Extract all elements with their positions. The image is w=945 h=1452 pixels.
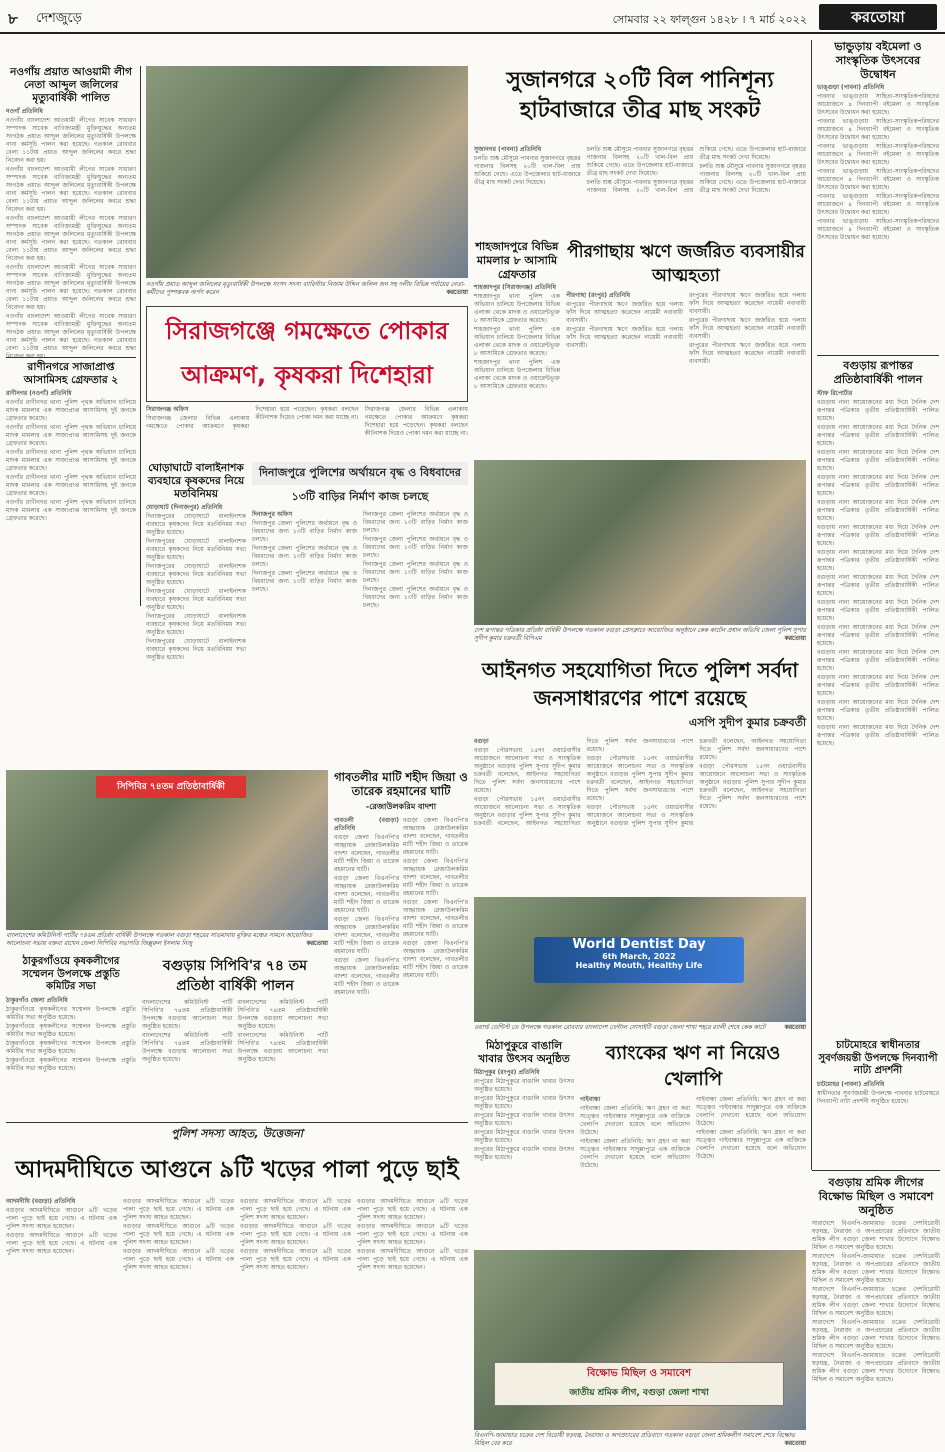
headline: আদমদীঘিতে আগুনে ৯টি খড়ের পালা পুড়ে ছাই <box>15 1157 459 1183</box>
photo-sromik-rally <box>474 1250 806 1430</box>
paragraph: রংপুরের পীরগাছায় ঋণে জর্জরিত হয়ে গলায় ফাঁস দিয়ে আত্মহত্যা করেছেন নায়েমী নবাবায়ী ব্যবসায়ী। <box>566 326 683 349</box>
photo-caption <box>474 1024 806 1036</box>
caption-text: ওয়ার্ল্ড ডেন্টিস্ট ডে উপলক্ষে গতকাল রোববার বাংলাদেশ ডেন্টাল সোসাইটি বগুড়া জেলা শাখা শহরে র‍্যালী শেষে কেক কাটে <box>474 1024 766 1031</box>
article-police-sp <box>474 656 806 730</box>
paragraph: বগুড়ায় নানা আয়োজনের মধ্য দিয়ে দৈনিক দেশ রূপান্তর পত্রিকার তৃতীয় প্রতিষ্ঠাবার্ষিকী পালিত হয়েছে। <box>817 673 939 697</box>
headline: মিঠাপুকুরে বাঙালি খাবার উৎসব অনুষ্ঠিত <box>478 1040 570 1066</box>
article-mithapukur <box>474 1040 574 1246</box>
article-shahjadpur <box>474 240 560 455</box>
paragraph: রংপুরের মিঠাপুকুরে বাঙালি খাবার উৎসব অনুষ্ঠিত হয়েছে। <box>474 1078 574 1094</box>
photo-banner: সিপিবির ৭৪তম প্রতিষ্ঠাবার্ষিকী <box>96 776 246 798</box>
dateline: দিনাজপুর অফিস <box>252 511 293 518</box>
headline: ব্যাংকের ঋণ না নিয়েও খেলাপি <box>605 1042 781 1090</box>
paragraph: চলতি শুষ্ক মৌসুমে পাবনার সুজানগরে বৃহত্তর গাজনার বিলসহ ২০টি খাল-বিল প্রায় শুকিয়ে গেছে। এতে উপজেলার হাট-বাজারে তীব্র মাছ সংকট দেখা দিয়েছে। <box>474 155 581 186</box>
paragraph: বগুড়ার আদমদীঘিতে আগুনে ৯টি খড়ের পালা পুড়ে ছাই হয়ে গেছে। এ ঘটনায় এক পুলিশ সদস্য আহত হয়েছেন। <box>6 1232 117 1255</box>
paragraph: বগুড়া পৌরসভায় ১৫নং ওয়ার্ডবাসীর আয়োজনে আলোচনা সভা ও সাংস্কৃতিক অনুষ্ঠানে বগুড়ার পুলিশ সুপার সুদীপ কুমার চক্রবর্তী বলেছেন, আইনগত সহযোগিতা দিতে পুলিশ সর্বদা জনসাধারণের পাশে রয়েছে। <box>586 738 806 827</box>
paragraph: বগুড়া জেলা বিএনপি'র আহ্বায়ক রেজাউলকরিম বাদশা বলেছেন, গাবতলীর মাটি শহীদ জিয়া ও তারেক রহমানের ঘাটি। <box>403 857 468 897</box>
paragraph: রংপুরের মিঠাপুকুরে বাঙালি খাবার উৎসব অনুষ্ঠিত হয়েছে। <box>474 1129 574 1145</box>
banner-title: World Dentist Day <box>572 937 706 952</box>
paragraph: দিনাজপুরের ঘোড়াঘাটে বালাইনাশক ব্যবহারে কৃষকদের নিয়ে মতবিনিময় সভা অনুষ্ঠিত হয়েছে। <box>146 563 246 587</box>
column-rule <box>140 66 141 606</box>
article-body <box>146 406 468 458</box>
paragraph: দিনাজপুর জেলা পুলিশের অর্থায়নে বৃদ্ধ ও বিধবাদের জন্য ১৩টি বাড়ির নির্মাণ কাজ চলছে। <box>363 586 468 609</box>
dateline: বগুড়া <box>474 738 489 745</box>
article-body <box>474 146 806 238</box>
article-body <box>817 1081 939 1106</box>
paragraph: নওগাঁয় বাংলাদেশ আওয়ামী লীগের সাবেক সাধারণ সম্পাদক সাবেক বাণিজ্যমন্ত্রী মুক্তিযুদ্ধের অন্যতম সংগঠক প্রয়াত আব্দুল জলিলের মৃত্যুবার্ষিকী উপলক্ষে নানা কর্মসূচি পালন করা হয়েছে। গতকাল রোববার বেলা ১১টায় প্রয়াত আব্দুল জলিলের কবরে শ্রদ্ধা নিবেদন করা হয়। <box>6 264 136 312</box>
dateline: ভাঙ্গুড়া (পাবনা) প্রতিনিধি <box>817 84 885 92</box>
headline: গাবতলীর মাটি শহীদ জিয়া ও তারেক রহমানের ঘাটি <box>334 770 468 799</box>
article-sromik-league <box>812 1176 940 1446</box>
paragraph: বগুড়ার আদমদীঘিতে আগুনে ৯টি খড়ের পালা পুড়ে ছাই হয়ে গেছে। এ ঘটনায় এক পুলিশ সদস্য আহত হয়েছেন। <box>123 1248 234 1271</box>
paragraph: সিরাজগঞ্জ জেলার বিভিন্ন এলাকায় গমক্ষেতে পোকার আক্রমণে কৃষকরা দিশেহারা হয়ে পড়েছেন। কৃষকরা বলছেন কীটনাশক দিয়েও পোকা দমন করা যাচ্ছে না। <box>146 406 359 430</box>
paragraph: নওগাঁর রাণীনগর থানা পুলিশ পৃথক অভিযান চালিয়ে মাদক মামলার এক সাজাপ্রাপ্ত আসামিসহ দুই জনকে গ্রেফতার করেছে। <box>6 399 136 423</box>
paragraph: সিরাজগঞ্জ জেলার বিভিন্ন এলাকায় গমক্ষেতে পোকার আক্রমণে কৃষকরা দিশেহারা হয়ে পড়েছেন। কৃষকরা বলছেন কীটনাশক দিয়েও পোকা দমন করা যাচ্ছে না। <box>364 406 468 437</box>
headline: চাটমোহরে স্বাধীনতার সুবর্ণজয়ন্তী উপলক্ষে দিনব্যাপী নাট্য প্রদর্শনী <box>818 1040 938 1076</box>
paragraph: বাংলাদেশের কমিউনিস্ট পার্টি সিপিবি'র ৭৪তম প্রতিষ্ঠাবার্ষিকী উপলক্ষে বগুড়ায় আলোচনা সভা অনুষ্ঠিত হয়েছে। <box>142 1032 233 1063</box>
headline: শাহজাদপুরে বিভিন্ন মামলার ৮ আসামি গ্রেফতার <box>475 240 559 281</box>
dateline: নওগাঁ প্রতিনিধি <box>6 108 43 116</box>
paragraph: বগুড়ার আদমদীঘিতে আগুনে ৯টি খড়ের পালা পুড়ে ছাই হয়ে গেছে। এ ঘটনায় এক পুলিশ সদস্য আহত হয়েছেন। <box>123 1198 234 1221</box>
byline: -রেজাউলকরিম বাদশা <box>365 801 437 811</box>
article-body <box>817 84 939 242</box>
headline: আইনগত সহযোগিতা দিতে পুলিশ সর্বদা জনসাধারণের পাশে রয়েছে <box>481 658 799 710</box>
dateline: রাণীনগর (নওগাঁ) প্রতিনিধি <box>6 390 72 398</box>
article-body <box>580 1096 806 1236</box>
paragraph: সারাদেশে বিএনপি-জামায়াত চক্রের দেশবিরোধী ষড়যন্ত্র, নৈরাজ্য ও অপপ্রচারের প্রতিবাদে জাতীয় শ্রমিক লীগ বগুড়া জেলা শাখার উদ্যোগে বিক্ষোভ মিছিল ও সমাবেশ অনুষ্ঠিত হয়েছে। <box>812 1319 940 1351</box>
paragraph: পাবনার ভাঙ্গুড়ায় সাহিত্য-সাংস্কৃতিকপরিষদের আয়োজনে ৪ দিনব্যাপী বইমেলা ও সাংস্কৃতিক উৎসবের উদ্বোধন করা হয়েছে। <box>817 218 939 242</box>
article-ghoraghat <box>146 462 246 762</box>
paragraph: বগুড়ায় নানা আয়োজনের মধ্য দিয়ে দৈনিক দেশ রূপান্তর পত্রিকার তৃতীয় প্রতিষ্ঠাবার্ষিকী পালিত হয়েছে। <box>817 523 939 547</box>
page-number: ৮ <box>8 10 18 28</box>
paragraph: বগুড়া জেলা বিএনপি'র আহ্বায়ক রেজাউলকরিম বাদশা বলেছেন, গাবতলীর মাটি শহীদ জিয়া ও তারেক রহমানের ঘাটি। <box>403 939 468 979</box>
paragraph: বগুড়ায় নানা আয়োজনের মধ্য দিয়ে দৈনিক দেশ রূপান্তর পত্রিকার তৃতীয় প্রতিষ্ঠাবার্ষিকী পালিত হয়েছে। <box>817 398 939 422</box>
paragraph: বগুড়ায় নানা আয়োজনের মধ্য দিয়ে দৈনিক দেশ রূপান্তর পত্রিকার তৃতীয় প্রতিষ্ঠাবার্ষিকী পালিত হয়েছে। <box>817 623 939 647</box>
caption-text: দেশ রূপান্তর পত্রিকার প্রতিষ্ঠা বার্ষিকী উপলক্ষে গতকাল বগুড়া প্রেসক্লাবে আয়োজিত অনুষ্ঠানে কেক কাটেন প্রধান অতিথি জেলা পুলিশ সুপার সুদীপ কুমার চক্রবর্তী বিপিএম <box>474 627 806 642</box>
page-header <box>0 0 945 34</box>
paragraph: দিনাজপুরের ঘোড়াঘাটে বালাইনাশক ব্যবহারে কৃষকদের নিয়ে মতবিনিময় সভা অনুষ্ঠিত হয়েছে। <box>146 588 246 612</box>
paragraph: স্বাধীনতার সুবর্ণজয়ন্তী উপলক্ষে পাবনার চাটমোহরে দিনব্যাপী নাট্য প্রদর্শনী অনুষ্ঠিত হয়েছে। <box>817 1089 939 1105</box>
paragraph: গাইবান্ধা জেলা প্রতিনিধি: ঋণ গ্রহণ না করা সত্ত্বেও গাইবান্ধার সাদুল্লাপুরে এক ব্যক্তিকে খেলাপি দেখানো হয়েছে বলে অভিযোগ উঠেছে। <box>580 1105 690 1136</box>
photo-credit: করতোয়া <box>784 635 806 642</box>
paragraph: শাহজাদপুর থানা পুলিশ এক অভিযান চালিয়ে উপজেলার বিভিন্ন এলাকা থেকে মাদক ও ওয়ারেন্টভূক্ত ৮ আসামিকে গ্রেফতার করেছে। <box>474 359 560 391</box>
photo-caption <box>146 281 468 301</box>
paragraph: গাইবান্ধা জেলা প্রতিনিধি: ঋণ গ্রহণ না করা সত্ত্বেও গাইবান্ধার সাদুল্লাপুরে এক ব্যক্তিকে খেলাপি দেখানো হয়েছে বলে অভিযোগ উঠেছে। <box>696 1096 806 1127</box>
paragraph: দিনাজপুর জেলা পুলিশের অর্থায়নে বৃদ্ধ ও বিধবাদের জন্য ১৩টি বাড়ির নির্মাণ কাজ চলছে। <box>252 545 357 568</box>
caption-text: নওগাঁয় প্রয়াত আব্দুল জলিলের মৃত্যুবার্ষিকী উপলক্ষে সংসদ সদস্য ব্যারিস্টার নিজাম উদ্দিন জলিল জন সহ দলীয় বিভিন্ন পর্যায়ের নেতা-কর্মীদের পুষ্পস্তবক অর্পণ করেন <box>146 281 465 296</box>
paragraph: নওগাঁয় বাংলাদেশ আওয়ামী লীগের সাবেক সাধারণ সম্পাদক সাবেক বাণিজ্যমন্ত্রী মুক্তিযুদ্ধের অন্যতম সংগঠক প্রয়াত আব্দুল জলিলের মৃত্যুবার্ষিকী উপলক্ষে নানা কর্মসূচি পালন করা হয়েছে। গতকাল রোববার বেলা ১১টায় প্রয়াত আব্দুল জলিলের কবরে শ্রদ্ধা <box>6 313 136 353</box>
paragraph: সারাদেশে বিএনপি-জামায়াত চক্রের দেশবিরোধী ষড়যন্ত্র, নৈরাজ্য ও অপপ্রচারের প্রতিবাদে জাতীয় শ্রমিক লীগ বগুড়া জেলা শাখার উদ্যোগে বিক্ষোভ মিছিল ও সমাবেশ অনুষ্ঠিত হয়েছে। <box>812 1220 940 1252</box>
paragraph: নওগাঁর রাণীনগর থানা পুলিশ পৃথক অভিযান চালিয়ে মাদক মামলার এক সাজাপ্রাপ্ত আসামিসহ দুই জনকে গ্রেফতার করেছে। <box>6 424 136 448</box>
paragraph: বগুড়ায় নানা আয়োজনের মধ্য দিয়ে দৈনিক দেশ রূপান্তর পত্রিকার তৃতীয় প্রতিষ্ঠাবার্ষিকী পালিত হয়েছে। <box>817 423 939 447</box>
photo-credit: করতোয়া <box>784 1440 806 1447</box>
article-body <box>566 292 806 366</box>
paragraph: বগুড়ায় নানা আয়োজনের মধ্য দিয়ে দৈনিক দেশ রূপান্তর পত্রিকার তৃতীয় প্রতিষ্ঠাবার্ষিকী পালিত হয়েছে। <box>817 698 939 722</box>
dateline: স্টাফ রিপোর্টার <box>817 389 853 397</box>
article-pirgacha <box>566 240 806 455</box>
photo-cpb-meeting <box>6 770 328 930</box>
rally-banner <box>494 1362 784 1406</box>
paragraph: নওগাঁর রাণীনগর থানা পুলিশ পৃথক অভিযান চালিয়ে মাদক মামলার এক সাজাপ্রাপ্ত আসামিসহ দুই জনকে গ্রেফতার করেছে। <box>6 499 136 523</box>
paragraph: গাইবান্ধা জেলা প্রতিনিধি: ঋণ গ্রহণ না করা সত্ত্বেও গাইবান্ধার সাদুল্লাপুরে এক ব্যক্তিকে খেলাপি দেখানো হয়েছে বলে অভিযোগ উঠেছে। <box>696 1129 806 1160</box>
article-body <box>6 390 136 523</box>
divider <box>817 355 939 356</box>
paragraph: দিনাজপুর জেলা পুলিশের অর্থায়নে বৃদ্ধ ও বিধবাদের জন্য ১৩টি বাড়ির নির্মাণ কাজ চলছে। <box>363 536 468 559</box>
article-nawabganj <box>6 66 136 351</box>
banner-date: 6th March, 2022 <box>602 952 676 961</box>
paragraph: দিনাজপুর জেলা পুলিশের অর্থায়নে বৃদ্ধ ও বিধবাদের জন্য ১৩টি বাড়ির নির্মাণ কাজ চলছে। <box>363 511 468 534</box>
banner-title: বিক্ষোভ মিছিল ও সমাবেশ <box>586 1368 692 1379</box>
kicker: পুলিশ সদস্য আহত, উত্তেজনা <box>171 1127 303 1140</box>
photo-credit: করতোয়া <box>784 1024 806 1031</box>
article-thakurgaon <box>6 956 136 1116</box>
paragraph: পাবনার ভাঙ্গুড়ায় সাহিত্য-সাংস্কৃতিকপরিষদের আয়োজনে ৪ দিনব্যাপী বইমেলা ও সাংস্কৃতিক উৎসবের উদ্বোধন করা হয়েছে। <box>817 118 939 142</box>
paragraph: সারাদেশে বিএনপি-জামায়াত চক্রের দেশবিরোধী ষড়যন্ত্র, নৈরাজ্য ও অপপ্রচারের প্রতিবাদে জাতীয় শ্রমিক লীগ বগুড়া জেলা শাখার উদ্যোগে বিক্ষোভ মিছিল ও সমাবেশ অনুষ্ঠিত হয়েছে। <box>812 1253 940 1285</box>
paragraph: বাংলাদেশের কমিউনিস্ট পার্টি সিপিবি'র ৭৪তম প্রতিষ্ঠাবার্ষিকী উপলক্ষে বগুড়ায় আলোচনা সভা অনুষ্ঠিত হয়েছে। <box>142 999 233 1030</box>
paragraph: বগুড়ার আদমদীঘিতে আগুনে ৯টি খড়ের পালা পুড়ে ছাই হয়ে গেছে। এ ঘটনায় এক পুলিশ সদস্য আহত হয়েছেন। <box>6 1207 117 1230</box>
paragraph: বাংলাদেশের কমিউনিস্ট পার্টি সিপিবি'র ৭৪তম প্রতিষ্ঠাবার্ষিকী উপলক্ষে বগুড়ায় আলোচনা সভা অনুষ্ঠিত হয়েছে। <box>237 999 328 1030</box>
paragraph: চলতি শুষ্ক মৌসুমে পাবনার সুজানগরে বৃহত্তর গাজনার বিলসহ ২০টি খাল-বিল প্রায় শুকিয়ে গেছে। এতে উপজেলার হাট-বাজারে তীব্র মাছ সংকট দেখা দিয়েছে। <box>586 146 806 194</box>
article-body <box>146 504 246 662</box>
headline: সুজানগরে ২০টি বিল পানিশূন্য হাটবাজারে তীব্র মাছ সংকট <box>506 68 774 123</box>
banner-org: জাতীয় শ্রমিক লীগ, বগুড়া জেলা শাখা <box>569 1388 709 1398</box>
paragraph: রংপুরের মিঠাপুকুরে বাঙালি খাবার উৎসব অনুষ্ঠিত হয়েছে। <box>474 1112 574 1128</box>
paragraph: বগুড়ায় নানা আয়োজনের মধ্য দিয়ে দৈনিক দেশ রূপান্তর পত্রিকার তৃতীয় প্রতিষ্ঠাবার্ষিকী পালিত হয়েছে। <box>817 723 939 747</box>
article-rupantor <box>817 355 939 1035</box>
paragraph: বগুড়া পৌরসভায় ১৫নং ওয়ার্ডবাসীর আয়োজনে আলোচনা সভা ও সাংস্কৃতিক অনুষ্ঠানে বগুড়ার পুলিশ সুপার সুদীপ কুমার চক্রবর্তী বলেছেন, আইনগত সহযোগিতা দিতে পুলিশ সর্বদা জনসাধারণের পাশে রয়েছে। <box>699 763 806 810</box>
paragraph: বগুড়ার আদমদীঘিতে আগুনে ৯টি খড়ের পালা পুড়ে ছাই হয়ে গেছে। এ ঘটনায় এক পুলিশ সদস্য আহত হয়েছেন। <box>357 1198 468 1221</box>
paragraph: বগুড়া পৌরসভায় ১৫নং ওয়ার্ডবাসীর আয়োজনে আলোচনা সভা ও সাংস্কৃতিক অনুষ্ঠানে বগুড়ার পুলিশ সুপার সুদীপ কুমার চক্রবর্তী বলেছেন, আইনগত সহযোগিতা দিতে পুলিশ সর্বদা জনসাধারণের পাশে রয়েছে। <box>474 738 694 827</box>
paragraph: রংপুরের পীরগাছায় ঋণে জর্জরিত হয়ে গলায় ফাঁস দিয়ে আত্মহত্যা করেছেন নায়েমী নবাবায়ী ব্যবসায়ী। <box>689 342 806 365</box>
headline: ভান্ডুড়ায় বইমেলা ও সাংস্কৃতিক উৎসবের উদ্বোধন <box>834 40 922 81</box>
paragraph: গাইবান্ধা জেলা প্রতিনিধি: ঋণ গ্রহণ না করা সত্ত্বেও গাইবান্ধার সাদুল্লাপুরে এক ব্যক্তিকে খেলাপি দেখানো হয়েছে বলে অভিযোগ উঠেছে। <box>580 1138 690 1169</box>
paragraph: দিনাজপুরের ঘোড়াঘাটে বালাইনাশক ব্যবহারে কৃষকদের নিয়ে মতবিনিময় সভা অনুষ্ঠিত হয়েছে। <box>146 538 246 562</box>
article-body <box>334 817 468 1167</box>
caption-text: বাংলাদেশের কমিউনিস্ট পার্টির ৭৪তম প্রতিষ্ঠা বার্ষিকী উপলক্ষে গতকাল বগুড়া শহরের সাতমাথায় মুক্তির মঞ্চের সামনে আয়োজিত আলোচনা সভায় বক্তব্য রাখেন জেলা সিপিবির সভাপতি জিল্লুরুল ইসলাম নিজু <box>6 932 313 947</box>
paragraph: শাহজাদপুর থানা পুলিশ এক অভিযান চালিয়ে উপজেলার বিভিন্ন এলাকা থেকে মাদক ও ওয়ারেন্টভূক্ত ৮ আসামিকে গ্রেফতার করেছে। <box>474 326 560 358</box>
article-cpb <box>142 956 328 1116</box>
kicker-bar <box>6 1122 468 1148</box>
dateline: আদমদীঘি (বগুড়া) প্রতিনিধি <box>6 1198 76 1205</box>
headline: বগুড়ায় সিপিবি'র ৭৪ তম প্রতিষ্ঠা বার্ষিকী পালন <box>162 958 308 994</box>
banner-slogan: Healthy Mouth, Healthy Life <box>575 961 703 970</box>
paragraph: বগুড়ায় নানা আয়োজনের মধ্য দিয়ে দৈনিক দেশ রূপান্তর পত্রিকার তৃতীয় প্রতিষ্ঠাবার্ষিকী পালিত হয়েছে। <box>817 648 939 672</box>
paragraph: শাহজাদপুর থানা পুলিশ এক অভিযান চালিয়ে উপজেলার বিভিন্ন এলাকা থেকে মাদক ও ওয়ারেন্টভূক্ত ৮ আসামিকে গ্রেফতার করেছে। <box>474 293 560 325</box>
dateline: পীরগাছা (রংপুর) প্রতিনিধি <box>566 292 631 299</box>
dateline: ঠাকুরগাঁও জেলা প্রতিনিধি <box>6 996 68 1004</box>
paragraph: পাবনার ভাঙ্গুড়ায় সাহিত্য-সাংস্কৃতিকপরিষদের আয়োজনে ৪ দিনব্যাপী বইমেলা ও সাংস্কৃতিক উৎসবের উদ্বোধন করা হয়েছে। <box>817 168 939 192</box>
photo-caption <box>474 627 806 649</box>
paragraph: বগুড়ার আদমদীঘিতে আগুনে ৯টি খড়ের পালা পুড়ে ছাই হয়ে গেছে। এ ঘটনায় এক পুলিশ সদস্য আহত হয়েছেন। <box>123 1223 234 1246</box>
subheadline: ১৩টি বাড়ির নির্মাণ কাজ চলছে <box>291 490 429 503</box>
paragraph: দিনাজপুর জেলা পুলিশের অর্থায়নে বৃদ্ধ ও বিধবাদের জন্য ১৩টি বাড়ির নির্মাণ কাজ চলছে। <box>363 561 468 584</box>
paragraph: চলতি শুষ্ক মৌসুমে পাবনার সুজানগরে বৃহত্তর গাজনার বিলসহ ২০টি খাল-বিল প্রায় শুকিয়ে গেছে। এতে উপজেলার হাট-বাজারে তীব্র মাছ সংকট দেখা দিয়েছে। <box>699 163 806 194</box>
paragraph: নওগাঁয় বাংলাদেশ আওয়ামী লীগের সাবেক সাধারণ সম্পাদক সাবেক বাণিজ্যমন্ত্রী মুক্তিযুদ্ধের অন্যতম সংগঠক প্রয়াত আব্দুল জলিলের মৃত্যুবার্ষিকী উপলক্ষে নানা কর্মসূচি পালন করা হয়েছে। গতকাল রোববার বেলা ১১টায় প্রয়াত আব্দুল জলিলের কবরে শ্রদ্ধা নিবেদন করা হয়। <box>6 166 136 214</box>
dateline: গাবতলী (বগুড়া) প্রতিনিধি <box>334 816 399 832</box>
article-body <box>6 1198 468 1448</box>
paragraph: বগুড়া পৌরসভায় ১৫নং ওয়ার্ডবাসীর আয়োজনে আলোচনা সভা ও সাংস্কৃতিক অনুষ্ঠানে বগুড়ার পুলিশ সুপার সুদীপ কুমার চক্রবর্তী বলেছেন, আইনগত সহযোগিতা দিতে পুলিশ সর্বদা জনসাধারণের পাশে রয়েছে। <box>474 747 581 794</box>
newspaper-logo: করতোয়া <box>819 4 937 30</box>
column-rule <box>811 40 812 1170</box>
article-sujanagar <box>474 66 806 140</box>
paragraph: বগুড়া জেলা বিএনপি'র আহ্বায়ক রেজাউলকরিম বাদশা বলেছেন, গাবতলীর মাটি শহীদ জিয়া ও তারেক রহমানের ঘাটি। <box>334 956 399 996</box>
photo-caption <box>474 1432 806 1450</box>
photo-dentist-day <box>474 897 806 1022</box>
paragraph: সারাদেশে বিএনপি-জামায়াত চক্রের দেশবিরোধী ষড়যন্ত্র, নৈরাজ্য ও অপপ্রচারের প্রতিবাদে জাতীয় শ্রমিক লীগ বগুড়া জেলা শাখার উদ্যোগে বিক্ষোভ মিছিল ও সমাবেশ অনুষ্ঠিত হয়েছে। <box>812 1352 940 1384</box>
article-sirajganj <box>146 306 468 402</box>
article-body <box>812 1220 940 1384</box>
paragraph: ঠাকুরগাঁওয়ে কৃষকলীগের সম্মেলন উপলক্ষে প্রস্তুতি কমিটির সভা অনুষ্ঠিত হয়েছে। <box>6 1056 136 1072</box>
dateline: সিরাজগঞ্জ অফিস <box>146 406 189 413</box>
paragraph: সারাদেশে বিএনপি-জামায়াত চক্রের দেশবিরোধী ষড়যন্ত্র, নৈরাজ্য ও অপপ্রচারের প্রতিবাদে জাতীয় শ্রমিক লীগ বগুড়া জেলা শাখার উদ্যোগে বিক্ষোভ মিছিল ও সমাবেশ অনুষ্ঠিত হয়েছে। <box>812 1286 940 1318</box>
paragraph: বগুড়ায় নানা আয়োজনের মধ্য দিয়ে দৈনিক দেশ রূপান্তর পত্রিকার তৃতীয় প্রতিষ্ঠাবার্ষিকী পালিত হয়েছে। <box>817 548 939 572</box>
paragraph: পাবনার ভাঙ্গুড়ায় সাহিত্য-সাংস্কৃতিকপরিষদের আয়োজনে ৪ দিনব্যাপী বইমেলা ও সাংস্কৃতিক উৎসবের উদ্বোধন করা হয়েছে। <box>817 143 939 167</box>
article-body <box>252 511 468 761</box>
paragraph: বগুড়া জেলা বিএনপি'র আহ্বায়ক রেজাউলকরিম বাদশা বলেছেন, গাবতলীর মাটি শহীদ জিয়া ও তারেক রহমানের ঘাটি। <box>334 874 399 914</box>
paragraph: পাবনার ভাঙ্গুড়ায় সাহিত্য-সাংস্কৃতিকপরিষদের আয়োজনে ৪ দিনব্যাপী বইমেলা ও সাংস্কৃতিক উৎসবের উদ্বোধন করা হয়েছে। <box>817 93 939 117</box>
paragraph: নওগাঁর রাণীনগর থানা পুলিশ পৃথক অভিযান চালিয়ে মাদক মামলার এক সাজাপ্রাপ্ত আসামিসহ দুই জনকে গ্রেফতার করেছে। <box>6 474 136 498</box>
article-body <box>474 284 560 391</box>
byline: এসপি সুদীপ কুমার চক্রবর্তী <box>688 716 806 729</box>
paragraph: বগুড়ার আদমদীঘিতে আগুনে ৯টি খড়ের পালা পুড়ে ছাই হয়ে গেছে। এ ঘটনায় এক পুলিশ সদস্য আহত হয়েছেন। <box>240 1198 351 1221</box>
photo-credit: করতোয়া <box>446 289 468 296</box>
article-chatmohor <box>817 1040 939 1160</box>
article-bank-loan <box>580 1040 806 1246</box>
paragraph: রংপুরের পীরগাছায় ঋণে জর্জরিত হয়ে গলায় ফাঁস দিয়ে আত্মহত্যা করেছেন নায়েমী নবাবায়ী ব্যবসায়ী। <box>689 292 806 315</box>
paragraph: বগুড়া জেলা বিএনপি'র আহ্বায়ক রেজাউলকরিম বাদশা বলেছেন, গাবতলীর মাটি শহীদ জিয়া ও তারেক রহমানের ঘাটি। <box>403 898 468 938</box>
paragraph: বগুড়ায় নানা আয়োজনের মধ্য দিয়ে দৈনিক দেশ রূপান্তর পত্রিকার তৃতীয় প্রতিষ্ঠাবার্ষিকী পালিত হয়েছে। <box>817 598 939 622</box>
paragraph: বাংলাদেশের কমিউনিস্ট পার্টি সিপিবি'র ৭৪তম প্রতিষ্ঠাবার্ষিকী উপলক্ষে বগুড়ায় আলোচনা সভা অনুষ্ঠিত হয়েছে। <box>237 1032 328 1063</box>
paragraph: ঠাকুরগাঁওয়ে কৃষকলীগের সম্মেলন উপলক্ষে প্রস্তুতি কমিটির সভা অনুষ্ঠিত হয়েছে। <box>6 1022 136 1038</box>
paragraph: বগুড়ায় নানা আয়োজনের মধ্য দিয়ে দৈনিক দেশ রূপান্তর পত্রিকার তৃতীয় প্রতিষ্ঠাবার্ষিকী পালিত হয়েছে। <box>817 473 939 497</box>
paragraph: বগুড়ার আদমদীঘিতে আগুনে ৯টি খড়ের পালা পুড়ে ছাই হয়ে গেছে। এ ঘটনায় এক পুলিশ সদস্য আহত হয়েছেন। <box>357 1248 468 1271</box>
paragraph: রংপুরের পীরগাছায় ঋণে জর্জরিত হয়ে গলায় ফাঁস দিয়ে আত্মহত্যা করেছেন নায়েমী নবাবায়ী ব্যবসায়ী। <box>689 317 806 340</box>
headline: ঘোড়াঘাটে বালাইনাশক ব্যবহারে কৃষকদের নিয়ে মতবিনিময় <box>147 462 245 501</box>
paragraph: বগুড়া পৌরসভায় ১৫নং ওয়ার্ডবাসীর আয়োজনে আলোচনা সভা ও সাংস্কৃতিক অনুষ্ঠানে বগুড়ার পুলিশ সুপার সুদীপ কুমার চক্রবর্তী বলেছেন, আইনগত সহযোগিতা দিতে পুলিশ সর্বদা জনসাধারণের পাশে রয়েছে। <box>586 755 694 802</box>
headline: নওগাঁয় প্রয়াত আওয়ামী লীগ নেতা আব্দুল জলিলের মৃত্যুবার্ষিকী পালিত <box>10 66 132 105</box>
photo-credit: করতোয়া <box>306 940 328 947</box>
paragraph: নওগাঁয় বাংলাদেশ আওয়ামী লীগের সাবেক সাধারণ সম্পাদক সাবেক বাণিজ্যমন্ত্রী মুক্তিযুদ্ধের অন্যতম সংগঠক প্রয়াত আব্দুল জলিলের মৃত্যুবার্ষিকী উপলক্ষে নানা কর্মসূচি পালন করা হয়েছে। গতকাল রোববার বেলা ১১টায় প্রয়াত আব্দুল জলিলের কবরে শ্রদ্ধা নিবেদন করা হয়। <box>6 215 136 263</box>
headline: বগুড়ায় রূপান্তর প্রতিষ্ঠাবার্ষিকী পালন <box>833 359 923 386</box>
paragraph: রংপুরের মিঠাপুকুরে বাঙালি খাবার উৎসব অনুষ্ঠিত হয়েছে। <box>474 1146 574 1162</box>
paragraph: বগুড়ায় নানা আয়োজনের মধ্য দিয়ে দৈনিক দেশ রূপান্তর পত্রিকার তৃতীয় প্রতিষ্ঠাবার্ষিকী পালিত হয়েছে। <box>817 448 939 472</box>
article-body <box>142 999 328 1111</box>
section-title: দেশজুড়ে <box>36 11 82 26</box>
dateline: চাটমোহর (পাবনা) প্রতিনিধি <box>817 1080 885 1088</box>
paragraph: নওগাঁয় বাংলাদেশ আওয়ামী লীগের সাবেক সাধারণ সম্পাদক সাবেক বাণিজ্যমন্ত্রী মুক্তিযুদ্ধের অন্যতম সংগঠক প্রয়াত আব্দুল জলিলের মৃত্যুবার্ষিকী উপলক্ষে নানা কর্মসূচি পালন করা হয়েছে। গতকাল রোববার বেলা ১১টায় প্রয়াত আব্দুল জলিলের কবরে শ্রদ্ধা নিবেদন করা হয়। <box>6 117 136 165</box>
paragraph: রংপুরের পীরগাছায় ঋণে জর্জরিত হয়ে গলায় ফাঁস দিয়ে আত্মহত্যা করেছেন নায়েমী নবাবায়ী ব্যবসায়ী। <box>566 301 683 324</box>
paragraph: বগুড়ার আদমদীঘিতে আগুনে ৯টি খড়ের পালা পুড়ে ছাই হয়ে গেছে। এ ঘটনায় এক পুলিশ সদস্য আহত হয়েছেন। <box>357 1223 468 1246</box>
paragraph: বগুড়ার আদমদীঘিতে আগুনে ৯টি খড়ের পালা পুড়ে ছাই হয়ে গেছে। এ ঘটনায় এক পুলিশ সদস্য আহত হয়েছেন। <box>240 1248 351 1271</box>
photo-jalil-anniversary <box>146 66 468 278</box>
dateline: সুজানগর (পাবনা) প্রতিনিধি <box>474 146 542 153</box>
paragraph: দিনাজপুরের ঘোড়াঘাটে বালাইনাশক ব্যবহারে কৃষকদের নিয়ে মতবিনিময় সভা অনুষ্ঠিত হয়েছে। <box>146 513 246 537</box>
paragraph: দিনাজপুরের ঘোড়াঘাটে বালাইনাশক ব্যবহারে কৃষকদের নিয়ে মতবিনিময় সভা অনুষ্ঠিত হয়েছে। <box>146 638 246 662</box>
dentist-banner <box>534 937 744 983</box>
paragraph: বগুড়ায় নানা আয়োজনের মধ্য দিয়ে দৈনিক দেশ রূপান্তর পত্রিকার তৃতীয় প্রতিষ্ঠাবার্ষিকী পালিত হয়েছে। <box>817 498 939 522</box>
article-body <box>474 738 806 893</box>
paragraph: রংপুরের মিঠাপুকুরে বাঙালি খাবার উৎসব অনুষ্ঠিত হয়েছে। <box>474 1095 574 1111</box>
headline: সিরাজগঞ্জে গমক্ষেতে পোকার আক্রমণ, কৃষকরা দিশেহারা <box>165 317 449 389</box>
article-adamdighi <box>6 1150 468 1194</box>
article-bhangura <box>817 40 939 350</box>
paragraph: বগুড়ায় নানা আয়োজনের মধ্য দিয়ে দৈনিক দেশ রূপান্তর পত্রিকার তৃতীয় প্রতিষ্ঠাবার্ষিকী পালিত হয়েছে। <box>817 573 939 597</box>
headline: পীরগাছায় ঋণে জর্জরিত ব্যবসায়ীর আত্মহত্যা <box>567 242 805 286</box>
article-body <box>6 108 136 361</box>
paragraph: ঠাকুরগাঁওয়ে কৃষকলীগের সম্মেলন উপলক্ষে প্রস্তুতি কমিটির সভা অনুষ্ঠিত হয়েছে। <box>6 1005 136 1021</box>
paragraph: দিনাজপুরের ঘোড়াঘাটে বালাইনাশক ব্যবহারে কৃষকদের নিয়ে মতবিনিময় সভা অনুষ্ঠিত হয়েছে। <box>146 613 246 637</box>
paragraph: বগুড়ার আদমদীঘিতে আগুনে ৯টি খড়ের পালা পুড়ে ছাই হয়ে গেছে। এ ঘটনায় এক পুলিশ সদস্য আহত হয়েছেন। <box>240 1223 351 1246</box>
photo-cake-cutting <box>474 460 806 625</box>
headline: বগুড়ায় শ্রমিক লীগের বিক্ষোভ মিছিল ও সমাবেশ অনুষ্ঠিত <box>818 1176 934 1217</box>
paragraph: ঠাকুরগাঁওয়ে কৃষকলীগের সম্মেলন উপলক্ষে প্রস্তুতি কমিটির সভা অনুষ্ঠিত হয়েছে। <box>6 1039 136 1055</box>
paragraph: দিনাজপুর জেলা পুলিশের অর্থায়নে বৃদ্ধ ও বিধবাদের জন্য ১৩টি বাড়ির নির্মাণ কাজ চলছে। <box>252 520 357 543</box>
issue-date: সোমবার ২২ ফাল্গুন ১৪২৮ । ৭ মার্চ ২০২২ <box>612 13 807 26</box>
paragraph: দিনাজপুর জেলা পুলিশের অর্থায়নে বৃদ্ধ ও বিধবাদের জন্য ১৩টি বাড়ির নির্মাণ কাজ চলছে। <box>252 570 357 593</box>
divider <box>6 357 136 358</box>
paragraph: বগুড়া জেলা বিএনপি'র আহ্বায়ক রেজাউলকরিম বাদশা বলেছেন, গাবতলীর মাটি শহীদ জিয়া ও তারেক রহমানের ঘাটি। <box>403 816 468 856</box>
dateline: গাইবান্ধা <box>580 1096 601 1103</box>
dateline: মিঠাপুকুর (রংপুর) প্রতিনিধি <box>474 1069 540 1077</box>
paragraph: পাবনার ভাঙ্গুড়ায় সাহিত্য-সাংস্কৃতিকপরিষদের আয়োজনে ৪ দিনব্যাপী বইমেলা ও সাংস্কৃতিক উৎসবের উদ্বোধন করা হয়েছে। <box>817 193 939 217</box>
article-dinajpur <box>252 462 468 762</box>
article-raninagar <box>6 357 136 607</box>
paragraph: নওগাঁর রাণীনগর থানা পুলিশ পৃথক অভিযান চালিয়ে মাদক মামলার এক সাজাপ্রাপ্ত আসামিসহ দুই জনকে গ্রেফতার করেছে। <box>6 449 136 473</box>
paragraph: বগুড়া জেলা বিএনপি'র আহ্বায়ক রেজাউলকরিম বাদশা বলেছেন, গাবতলীর মাটি শহীদ জিয়া ও তারেক রহমানের ঘাটি। <box>334 915 399 955</box>
article-body <box>817 390 939 748</box>
paragraph: বগুড়া জেলা বিএনপি'র আহ্বায়ক রেজাউলকরিম বাদশা বলেছেন, গাবতলীর মাটি শহীদ জিয়া ও তারেক রহমানের ঘাটি। <box>334 833 399 873</box>
headline: রাণীনগরে সাজাপ্রাপ্ত আসামিসহ গ্রেফতার ২ <box>23 361 119 387</box>
dateline: শাহজাদপুর (সিরাজগঞ্জ) প্রতিনিধি <box>474 284 556 292</box>
caption-text: বিএনপি-জামায়াত চক্রের দেশ বিরোধী ষড়যন্ত্র, নৈরাজ্য ও অপপ্রচারের প্রতিবাদে গতকাল বগুড়া জেলা শ্রমিকলীগ সমাবেশ শেষে বিক্ষোভ মিছিল বের করে <box>474 1432 796 1447</box>
article-body <box>6 997 136 1073</box>
article-body <box>474 1069 574 1162</box>
paragraph: চলতি শুষ্ক মৌসুমে পাবনার সুজানগরে বৃহত্তর গাজনার বিলসহ ২০টি খাল-বিল প্রায় শুকিয়ে গেছে। এতে উপজেলার হাট-বাজারে তীব্র মাছ সংকট দেখা দিয়েছে। <box>586 146 694 177</box>
headline: দিনাজপুরে পুলিশের অর্থায়নে বৃদ্ধ ও বিধবাদের <box>252 462 468 485</box>
photo-caption <box>6 932 328 952</box>
headline: ঠাকুরগাঁওয়ে কৃষকলীগের সম্মেলন উপলক্ষে প্রস্তুতি কমিটির সভা <box>22 956 120 992</box>
dateline: ঘোড়াঘাট (দিনাজপুর) প্রতিনিধি <box>146 504 223 512</box>
